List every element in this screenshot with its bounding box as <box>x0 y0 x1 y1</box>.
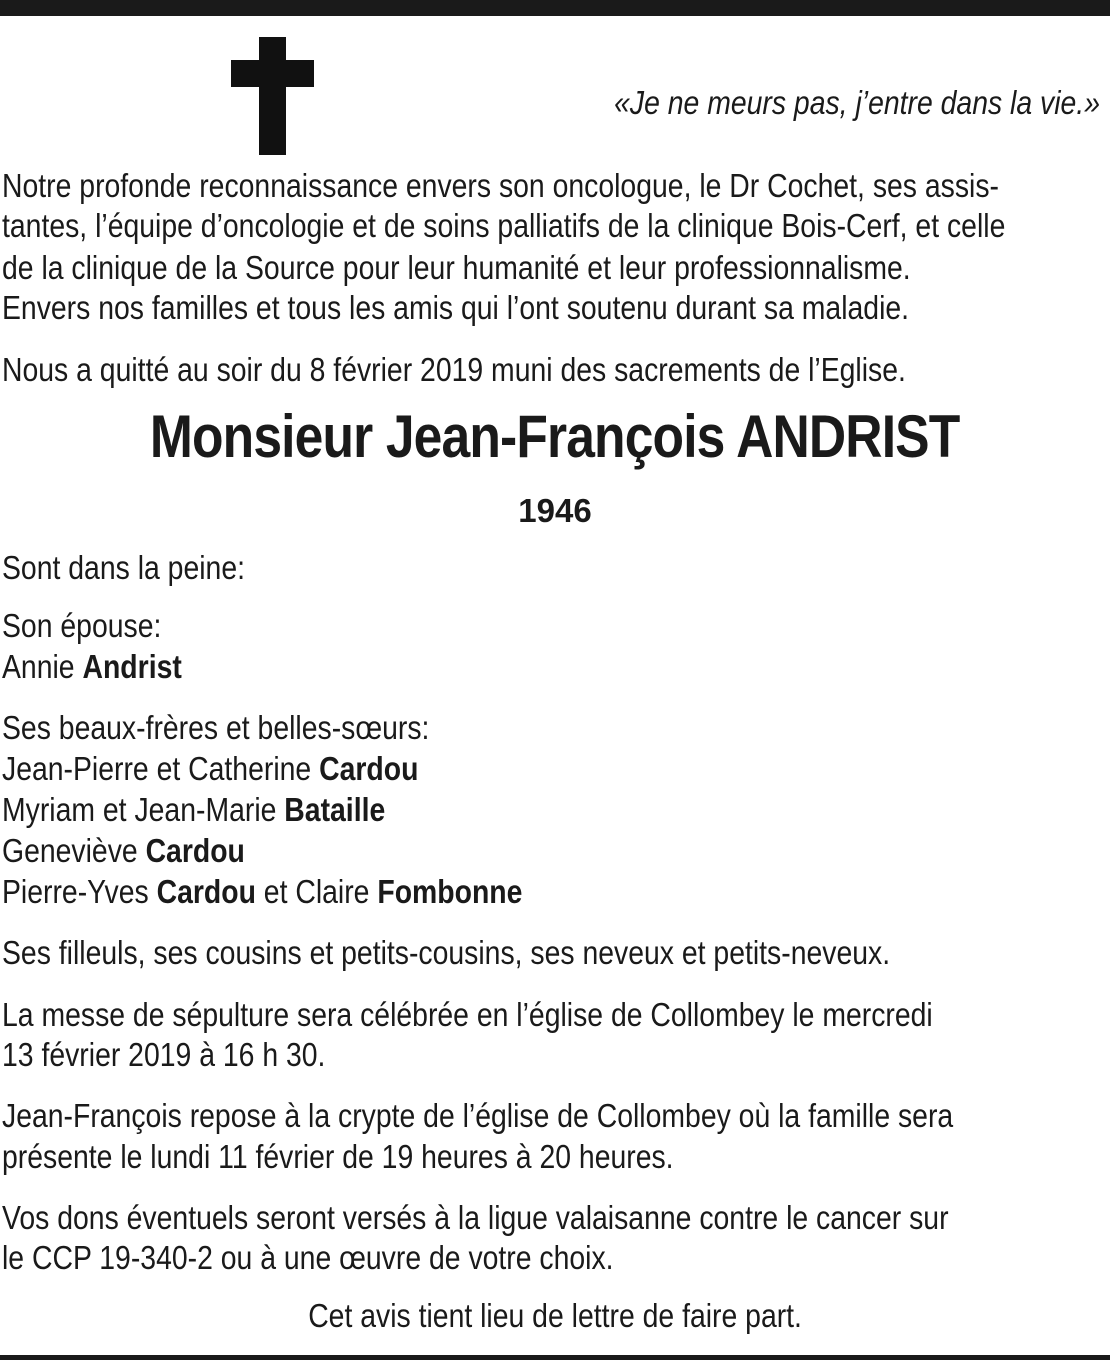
mass-line-1: La messe de sépulture sera célébrée en l’église de Collombey le mercredi <box>2 996 933 1033</box>
in-laws-4-last-1: Cardou <box>156 873 256 910</box>
deceased-name-text: Monsieur Jean-François ANDRIST <box>150 403 960 470</box>
in-laws-1-last: Cardou <box>319 750 419 787</box>
thanks-line-3: de la clinique de la Source pour leur humanité et leur professionnalisme. <box>2 249 911 286</box>
in-laws-entry-3 <box>2 831 245 871</box>
cross-icon <box>231 37 314 155</box>
spouse-last-name: Andrist <box>82 648 182 685</box>
closing-note <box>0 1296 1110 1336</box>
in-laws-3-first: Geneviève <box>2 832 138 869</box>
in-laws-entry-2 <box>2 790 385 830</box>
extended-family: Ses filleuls, ses cousins et petits-cousins, ses neveux et petits-neveux. <box>2 934 891 971</box>
in-laws-entry-4 <box>2 872 522 912</box>
wake-line-2: présente le lundi 11 février de 19 heures à 20 heures. <box>2 1138 674 1175</box>
in-laws-entry-1 <box>2 749 418 789</box>
birth-year: 1946 <box>518 492 592 529</box>
in-laws-heading: Ses beaux-frères et belles-sœurs: <box>2 709 430 746</box>
in-laws-3-last: Cardou <box>145 832 245 869</box>
thanks-line-4: Envers nos familles et tous les amis qui l’ont soutenu durant sa maladie. <box>2 289 910 326</box>
departure-text: Nous a quitté au soir du 8 février 2019 muni des sacrements de l’Eglise. <box>2 351 906 388</box>
bottom-rule <box>0 1355 1110 1360</box>
donations-line-1: Vos dons éventuels seront versés à la ligue valaisanne contre le cancer sur <box>2 1199 949 1236</box>
in-laws-4-mid: et Claire <box>263 873 370 910</box>
thanks-line-1: Notre profonde reconnaissance envers son oncologue, le Dr Cochet, ses assis- <box>2 167 999 204</box>
top-rule <box>0 0 1110 16</box>
donations-line-2: le CCP 19-340-2 ou à une œuvre de votre choix. <box>2 1239 614 1276</box>
deceased-name <box>0 402 1110 471</box>
in-laws-4-first: Pierre-Yves <box>2 873 149 910</box>
wake-line-1: Jean-François repose à la crypte de l’église de Collombey où la famille sera <box>2 1097 954 1134</box>
in-laws-2-first: Myriam et Jean-Marie <box>2 791 277 828</box>
spouse-first-name: Annie <box>2 648 75 685</box>
spouse-entry <box>2 647 182 687</box>
in-laws-2-last: Bataille <box>284 791 386 828</box>
thanks-line-2: tantes, l’équipe d’oncologie et de soins palliatifs de la clinique Bois-Cerf, et celle <box>2 207 1006 244</box>
in-laws-4-last-2: Fombonne <box>377 873 523 910</box>
epigraph-quote: «Je ne meurs pas, j’entre dans la vie.» <box>614 84 1100 121</box>
in-laws-1-first: Jean-Pierre et Catherine <box>2 750 312 787</box>
spouse-heading: Son épouse: <box>2 607 162 644</box>
closing-text: Cet avis tient lieu de lettre de faire part. <box>308 1297 802 1334</box>
mass-line-2: 13 février 2019 à 16 h 30. <box>2 1036 326 1073</box>
mourning-intro: Sont dans la peine: <box>2 549 245 586</box>
